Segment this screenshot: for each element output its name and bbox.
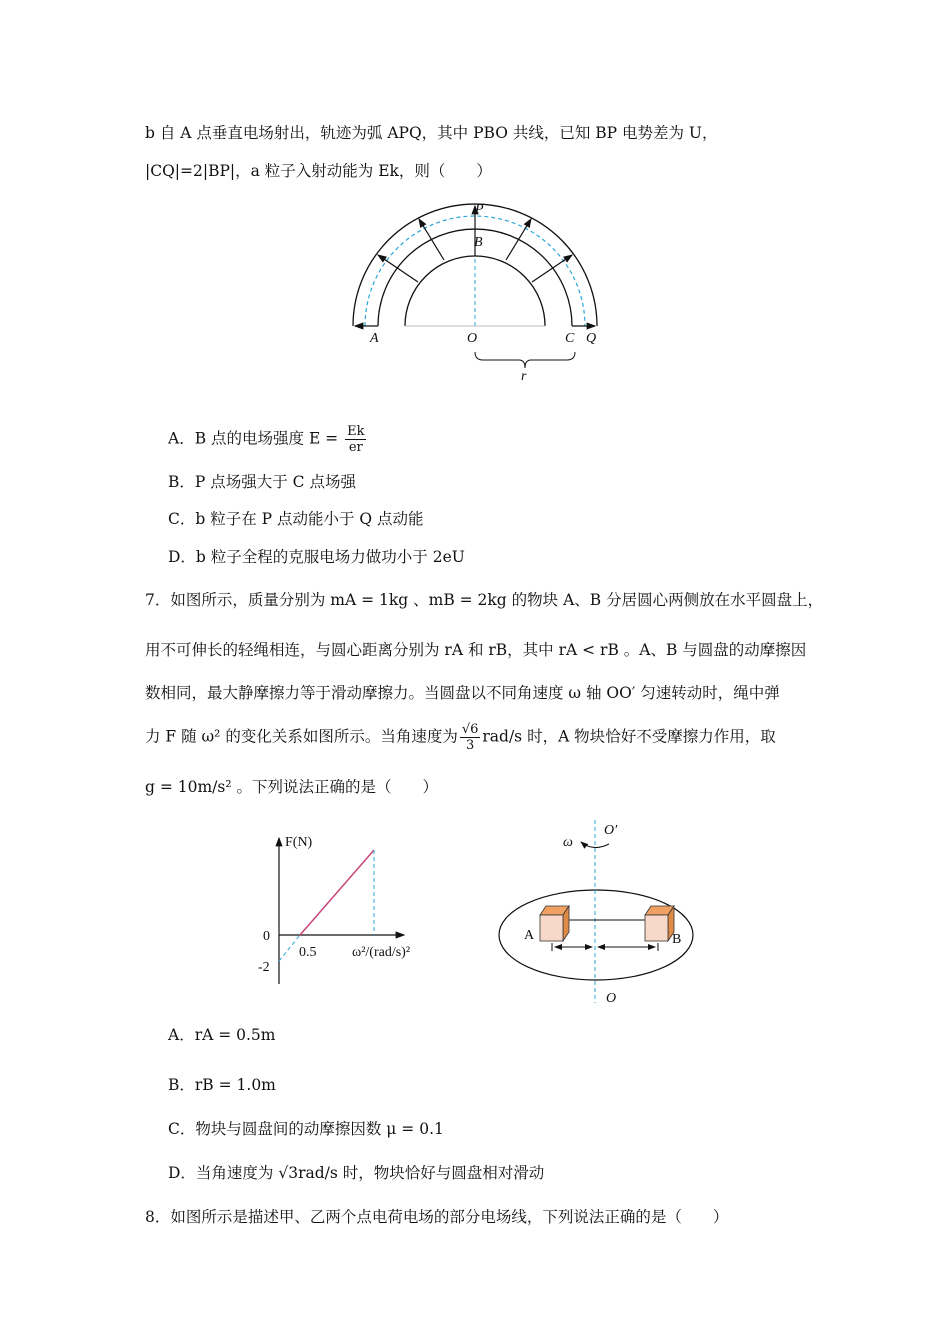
q7-option-A[interactable]: A．rA = 0.5m <box>168 1026 276 1044</box>
fraction <box>460 722 481 753</box>
q7-line4-a: 力 F 随 ω² 的变化关系如图所示。当角速度为 <box>145 727 458 746</box>
q6-option-A[interactable] <box>168 424 368 455</box>
label-O-prime: O′ <box>604 823 618 838</box>
label-O: O <box>467 331 478 346</box>
block-A <box>540 906 569 941</box>
force-graph <box>258 835 410 984</box>
q7-text-line4 <box>145 722 776 753</box>
label-omega: ω <box>563 835 573 850</box>
label-P: P <box>475 202 484 217</box>
q6-text-line1: b 自 A 点垂直电场射出，轨迹为弧 APQ，其中 PBO 共线，已知 BP 电势差为 U， <box>145 124 718 142</box>
graph-y-intercept: -2 <box>258 960 270 975</box>
block-B <box>645 906 674 941</box>
q7-line4-b: rad/s 时，A 物块恰好不受摩擦力作用，取 <box>482 727 776 746</box>
label-A: A <box>370 331 379 346</box>
label-B: B <box>474 235 483 250</box>
label-block-B: B <box>672 932 682 947</box>
q8-text-line1: 8．如图所示是描述甲、乙两个点电荷电场的部分电场线，下列说法正确的是（ ） <box>145 1208 729 1226</box>
label-O-bottom: O <box>606 991 617 1006</box>
denominator: er <box>348 440 363 455</box>
graph-x-intercept: 0.5 <box>299 945 317 960</box>
label-C: C <box>565 331 575 346</box>
denominator: 3 <box>465 738 475 753</box>
q7-option-B[interactable]: B．rB = 1.0m <box>168 1076 276 1094</box>
graph-zero: 0 <box>263 929 270 944</box>
label-r: r <box>521 369 527 384</box>
q7-text-line3: 数相同，最大静摩擦力等于滑动摩擦力。当圆盘以不同角速度 ω 轴 OO′ 匀速转动时，绳中弹 <box>145 684 780 702</box>
label-block-A: A <box>524 928 535 943</box>
fraction <box>345 424 366 455</box>
q7-text-line5: g = 10m/s² 。下列说法正确的是（ ） <box>145 778 439 796</box>
q7-option-D[interactable]: D．当角速度为 √3rad/s 时，物块恰好与圆盘相对滑动 <box>168 1164 545 1182</box>
q7-text-line2: 用不可伸长的轻绳相连，与圆心距离分别为 rA 和 rB，其中 rA < rB 。A、B 与圆盘的动摩擦因 <box>145 641 807 659</box>
q6-option-D[interactable]: D．b 粒子全程的克服电场力做功小于 2eU <box>168 548 465 566</box>
numerator: √6 <box>461 722 479 737</box>
disk-diagram <box>499 820 693 1006</box>
graph-xlabel: ω²/(rad/s)² <box>352 945 411 960</box>
option-A-text: A．B 点的电场强度 E = <box>168 429 339 448</box>
q6-text-line2: |CQ|=2|BP|，a 粒子入射动能为 Ek，则（ ） <box>145 162 492 180</box>
q6-option-B[interactable]: B．P 点场强大于 C 点场强 <box>168 473 356 491</box>
q7-text-line1: 7．如图所示，质量分别为 mA = 1kg 、mB = 2kg 的物块 A、B 分居圆心两侧放在水平圆盘上， <box>145 591 824 609</box>
graph-ylabel: F(N) <box>285 835 313 850</box>
label-Q: Q <box>586 331 597 346</box>
field-diagram <box>353 202 597 384</box>
q6-option-C[interactable]: C．b 粒子在 P 点动能小于 Q 点动能 <box>168 510 424 528</box>
numerator: Ek <box>347 424 365 439</box>
q7-option-C[interactable]: C．物块与圆盘间的动摩擦因数 μ = 0.1 <box>168 1120 444 1138</box>
